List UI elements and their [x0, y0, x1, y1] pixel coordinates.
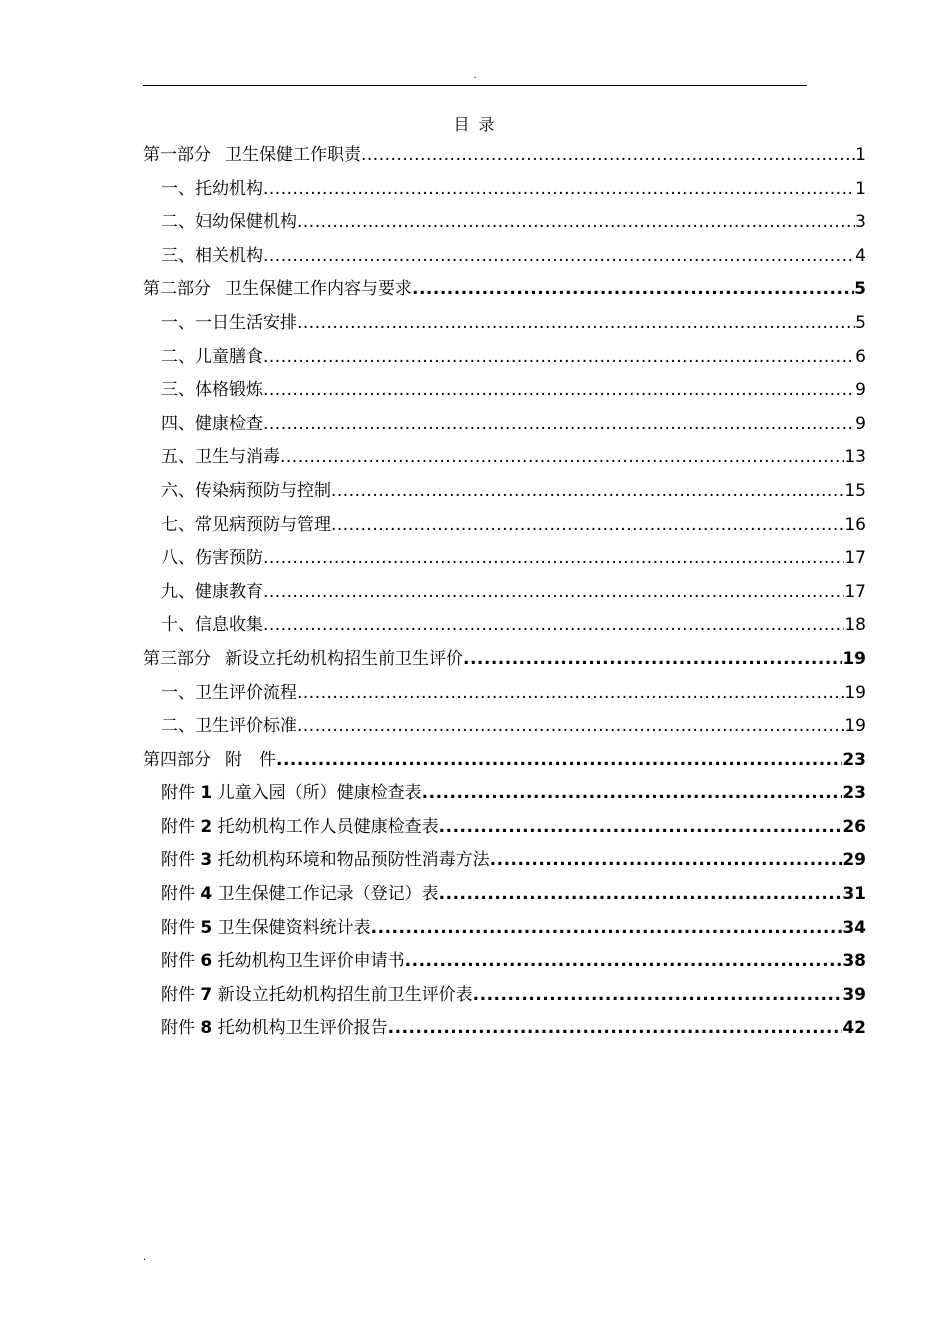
toc-entry-text: 新设立托幼机构招生前卫生评价表 [217, 984, 473, 1005]
toc-entry-text: 托幼机构工作人员健康检查表 [217, 816, 439, 837]
toc-entry-prefix: 三、体格锻炼 [161, 380, 263, 401]
toc-entry-label [161, 576, 263, 610]
toc-entry-prefix: 八、伤害预防 [161, 548, 263, 569]
toc-list [143, 139, 866, 1046]
toc-dot-leader [280, 441, 844, 475]
toc-page-number: 16 [844, 514, 866, 535]
toc-entry[interactable] [143, 139, 866, 173]
toc-entry[interactable] [143, 341, 866, 375]
toc-dot-leader [263, 173, 855, 207]
toc-entry-prefix: 附件 [161, 917, 195, 938]
toc-entry-label [161, 609, 263, 643]
toc-entry[interactable] [143, 206, 866, 240]
toc-entry-text: 附 件 [225, 749, 276, 770]
toc-entry-label [161, 341, 263, 375]
toc-entry-prefix: 第二部分 [143, 279, 211, 300]
toc-entry-prefix: 附件 [161, 816, 195, 837]
toc-entry[interactable] [143, 173, 866, 207]
toc-dot-leader [331, 475, 844, 509]
toc-entry-prefix: 一、托幼机构 [161, 178, 263, 199]
toc-entry-prefix: 附件 [161, 884, 195, 905]
toc-entry-prefix: 五、卫生与消毒 [161, 447, 280, 468]
toc-entry-label [161, 441, 280, 475]
toc-dot-leader [463, 643, 842, 677]
toc-entry[interactable] [143, 844, 866, 878]
toc-entry-prefix: 二、卫生评价标准 [161, 716, 297, 737]
toc-dot-leader [297, 710, 844, 744]
toc-entry[interactable] [143, 609, 866, 643]
toc-entry-prefix: 附件 [161, 984, 195, 1005]
toc-page-number: 29 [842, 850, 866, 871]
toc-dot-leader [297, 677, 844, 711]
toc-page-number: 19 [842, 648, 866, 669]
toc-dot-leader [361, 139, 855, 173]
toc-entry-label [161, 206, 297, 240]
toc-entry-prefix: 一、卫生评价流程 [161, 682, 297, 703]
toc-page-number: 18 [844, 615, 866, 636]
toc-page-number: 39 [842, 984, 866, 1005]
toc-entry-prefix: 附件 [161, 783, 195, 804]
toc-entry-number: 2 [200, 816, 213, 837]
toc-dot-leader [412, 273, 854, 307]
toc-dot-leader [276, 744, 842, 778]
toc-title: 目 录 [453, 115, 497, 134]
toc-entry-number: 6 [200, 951, 213, 972]
toc-page-number: 26 [842, 816, 866, 837]
toc-entry-label [161, 475, 331, 509]
toc-entry[interactable] [143, 240, 866, 274]
toc-dot-leader [263, 408, 855, 442]
toc-page-number: 15 [844, 480, 866, 501]
toc-entry-prefix: 十、信息收集 [161, 615, 263, 636]
toc-page-number: 4 [855, 245, 866, 266]
toc-entry-label [161, 878, 439, 912]
toc-page-number: 6 [855, 346, 866, 367]
toc-entry[interactable] [143, 643, 866, 677]
toc-dot-leader [388, 1012, 843, 1046]
toc-entry-label [143, 643, 463, 677]
toc-entry-prefix: 二、妇幼保健机构 [161, 212, 297, 233]
toc-dot-leader [263, 576, 844, 610]
toc-entry[interactable] [143, 542, 866, 576]
toc-entry-text: 新设立托幼机构招生前卫生评价 [225, 648, 463, 669]
toc-entry-label [161, 509, 331, 543]
toc-page-number: 31 [842, 884, 866, 905]
toc-entry-text: 卫生保健工作内容与要求 [225, 279, 412, 300]
toc-entry[interactable] [143, 576, 866, 610]
toc-entry-label [161, 777, 422, 811]
toc-page-number: 19 [844, 682, 866, 703]
toc-page-number: 42 [842, 1018, 866, 1039]
toc-entry-number: 3 [200, 850, 213, 871]
toc-dot-leader [371, 912, 843, 946]
toc-entry-text: 卫生保健资料统计表 [217, 917, 371, 938]
toc-page-number: 5 [855, 312, 866, 333]
toc-entry-text: 托幼机构环境和物品预防性消毒方法 [217, 850, 490, 871]
toc-entry[interactable] [143, 979, 866, 1013]
toc-entry[interactable] [143, 509, 866, 543]
toc-page-number: 1 [855, 178, 866, 199]
toc-page-number: 19 [844, 716, 866, 737]
toc-page-number: 1 [855, 145, 866, 165]
header-mark: . [473, 70, 477, 81]
toc-dot-leader [263, 374, 855, 408]
footer-mark: . [143, 1252, 147, 1263]
toc-entry-prefix: 六、传染病预防与控制 [161, 480, 331, 501]
toc-dot-leader [490, 844, 843, 878]
toc-entry-label [161, 979, 473, 1013]
toc-dot-leader [263, 542, 844, 576]
toc-entry[interactable] [143, 945, 866, 979]
toc-entry[interactable] [143, 811, 866, 845]
toc-entry-label [161, 542, 263, 576]
toc-entry[interactable] [143, 710, 866, 744]
toc-page-number: 38 [842, 951, 866, 972]
toc-page-number: 3 [855, 212, 866, 233]
toc-entry-prefix: 附件 [161, 951, 195, 972]
toc-entry-number: 1 [200, 783, 213, 804]
toc-dot-leader [263, 341, 855, 375]
toc-entry-prefix: 第四部分 [143, 749, 211, 770]
toc-page-number: 34 [842, 917, 866, 938]
toc-entry-number: 8 [200, 1018, 213, 1039]
toc-entry-text: 卫生保健工作职责 [225, 145, 361, 165]
toc-entry-prefix: 第三部分 [143, 648, 211, 669]
toc-page-number: 9 [855, 413, 866, 434]
toc-entry[interactable] [143, 475, 866, 509]
toc-entry-label [161, 240, 263, 274]
toc-entry-number: 5 [200, 917, 213, 938]
toc-entry[interactable] [143, 441, 866, 475]
toc-entry-prefix: 九、健康教育 [161, 581, 263, 602]
toc-dot-leader [422, 777, 843, 811]
toc-entry[interactable] [143, 744, 866, 778]
toc-entry[interactable] [143, 408, 866, 442]
toc-entry[interactable] [143, 307, 866, 341]
toc-entry[interactable] [143, 1012, 866, 1046]
toc-dot-leader [405, 945, 843, 979]
toc-entry-text: 卫生保健工作记录（登记）表 [217, 884, 439, 905]
toc-entry-label [161, 677, 297, 711]
toc-page-number: 5 [854, 279, 866, 300]
toc-entry-text: 托幼机构卫生评价报告 [217, 1018, 388, 1039]
toc-page-number: 9 [855, 380, 866, 401]
toc-entry-number: 7 [200, 984, 213, 1005]
toc-dot-leader [263, 240, 855, 274]
toc-entry-label [161, 844, 490, 878]
toc-entry[interactable] [143, 878, 866, 912]
toc-page-number: 13 [844, 447, 866, 468]
toc-entry-label [161, 408, 263, 442]
toc-entry-label [161, 945, 405, 979]
toc-entry-label [161, 912, 371, 946]
toc-entry-prefix: 二、儿童膳食 [161, 346, 263, 367]
toc-entry-label [161, 374, 263, 408]
toc-entry-text: 托幼机构卫生评价申请书 [217, 951, 405, 972]
toc-page-number: 17 [844, 548, 866, 569]
toc-dot-leader [297, 307, 855, 341]
header-rule [143, 85, 807, 86]
toc-entry-label [143, 273, 412, 307]
toc-entry-label [161, 811, 439, 845]
toc-dot-leader [297, 206, 855, 240]
toc-entry-prefix: 附件 [161, 850, 195, 871]
toc-dot-leader [439, 811, 843, 845]
toc-page-number: 17 [844, 581, 866, 602]
toc-dot-leader [263, 609, 844, 643]
toc-entry-label [161, 710, 297, 744]
toc-dot-leader [473, 979, 843, 1013]
toc-entry-number: 4 [200, 884, 213, 905]
toc-entry[interactable] [143, 374, 866, 408]
toc-entry-prefix: 四、健康检查 [161, 413, 263, 434]
toc-entry[interactable] [143, 273, 866, 307]
toc-entry-label [161, 173, 263, 207]
toc-entry-text: 儿童入园（所）健康检查表 [217, 783, 422, 804]
toc-entry[interactable] [143, 777, 866, 811]
toc-page-number: 23 [842, 749, 866, 770]
toc-entry-prefix: 第一部分 [143, 145, 211, 165]
toc-entry-prefix: 附件 [161, 1018, 195, 1039]
toc-entry-label [161, 307, 297, 341]
toc-entry[interactable] [143, 677, 866, 711]
toc-entry-label [143, 139, 361, 173]
toc-dot-leader [331, 509, 844, 543]
toc-entry-label [143, 744, 276, 778]
toc-page-number: 23 [842, 783, 866, 804]
toc-entry-prefix: 一、一日生活安排 [161, 312, 297, 333]
toc-entry-prefix: 七、常见病预防与管理 [161, 514, 331, 535]
toc-entry[interactable] [143, 912, 866, 946]
toc-entry-prefix: 三、相关机构 [161, 245, 263, 266]
toc-dot-leader [439, 878, 843, 912]
toc-entry-label [161, 1012, 388, 1046]
